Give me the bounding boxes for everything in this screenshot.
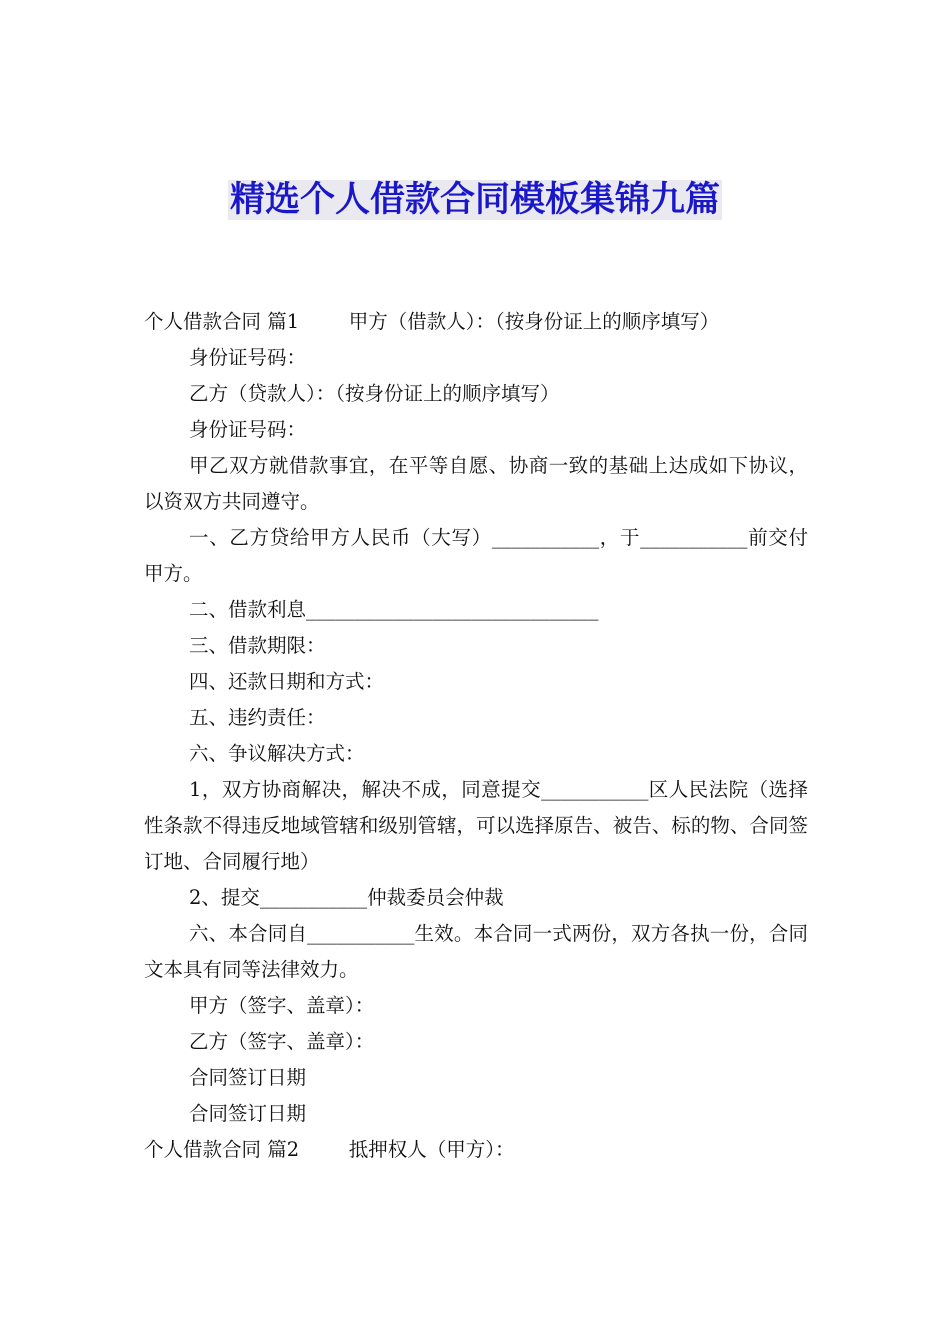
paragraph: 个人借款合同 篇2 抵押权人（甲方）： bbox=[144, 1138, 515, 1161]
document-title-text: 精选个人借款合同模板集锦九篇 bbox=[229, 180, 720, 220]
paragraph: 乙方（签字、盖章）： bbox=[189, 1030, 375, 1053]
paragraph: 身份证号码： bbox=[189, 418, 307, 441]
paragraph: 三、借款期限： bbox=[189, 634, 326, 657]
paragraph: 合同签订日期 bbox=[189, 1102, 307, 1125]
paragraph: 五、违约责任： bbox=[189, 706, 326, 729]
paragraph: 甲乙双方就借款事宜，在平等自愿、协商一致的基础上达成如下协议，以资双方共同遵守。 bbox=[144, 454, 808, 513]
paragraph: 2、提交___________仲裁委员会仲裁 bbox=[189, 886, 504, 909]
document-title bbox=[0, 176, 950, 224]
paragraph: 乙方（贷款人）：（按身份证上的顺序填写） bbox=[189, 382, 560, 405]
paragraph: 一、乙方贷给甲方人民币（大写）___________，于___________前交付甲方。 bbox=[144, 526, 808, 585]
document-body bbox=[144, 304, 808, 1168]
paragraph: 个人借款合同 篇1 甲方（借款人）：（按身份证上的顺序填写） bbox=[144, 310, 720, 333]
paragraph: 二、借款利息______________________________ bbox=[189, 598, 599, 621]
paragraph: 合同签订日期 bbox=[189, 1066, 307, 1089]
paragraph: 身份证号码： bbox=[189, 346, 307, 369]
paragraph: 六、本合同自___________生效。本合同一式两份，双方各执一份，合同文本具有同等法律效力。 bbox=[144, 922, 808, 981]
paragraph: 六、争议解决方式： bbox=[189, 742, 365, 765]
paragraph: 甲方（签字、盖章）： bbox=[189, 994, 375, 1017]
paragraph: 1，双方协商解决，解决不成，同意提交___________区人民法院（选择性条款不得违反地域管辖和级别管辖，可以选择原告、被告、标的物、合同签订地、合同履行地） bbox=[144, 778, 808, 873]
paragraph: 四、还款日期和方式： bbox=[189, 670, 385, 693]
